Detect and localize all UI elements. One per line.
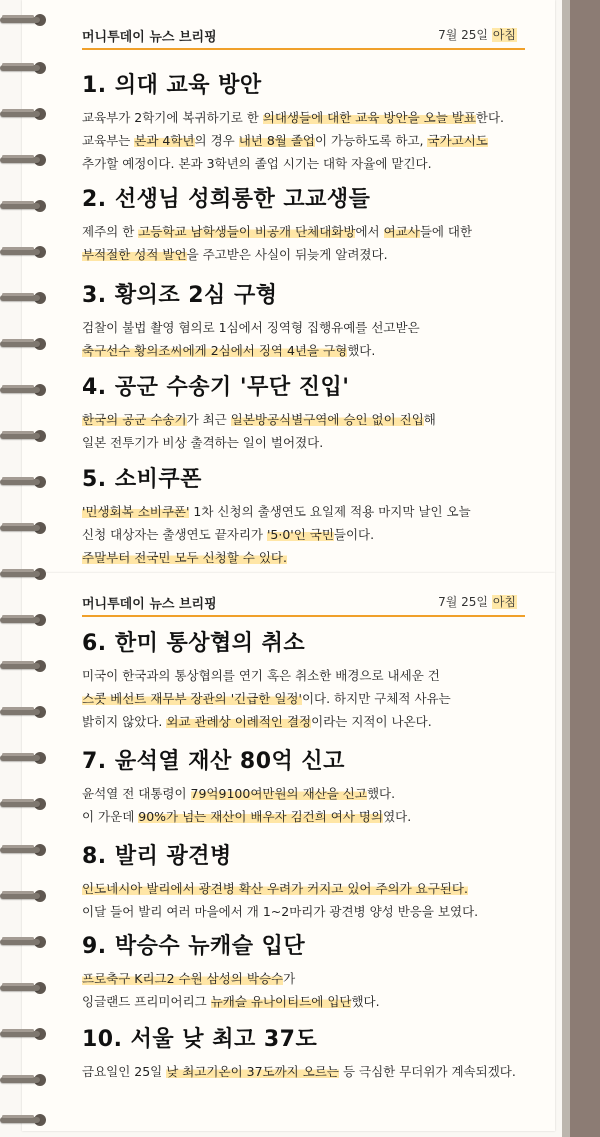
highlighted-text: 90%가 넘는 재산이 배우자 김건희 여사 명의	[138, 809, 384, 824]
news-body	[82, 316, 525, 362]
news-item-6	[82, 630, 525, 733]
ring-wire-shine	[2, 661, 34, 664]
ring-wire-shine	[2, 385, 34, 388]
news-body	[82, 877, 525, 923]
body-text: 을 주고받은 사실이 뒤늦게 알려졌다.	[186, 247, 388, 262]
notebook-back-cover	[570, 0, 600, 1137]
body-text: 했다.	[347, 343, 376, 358]
news-title: 6. 한미 통상협의 취소	[82, 631, 306, 656]
ring-wire-shine	[2, 799, 34, 802]
ring-wire-shine	[2, 891, 34, 894]
highlighted-text: 부적절한 성적 발언	[82, 247, 187, 262]
ring-wire-shine	[2, 201, 34, 204]
header-divider	[82, 615, 525, 617]
news-item-9	[82, 933, 525, 1013]
news-item-7	[82, 748, 525, 828]
news-title: 7. 윤석열 재산 80억 신고	[82, 749, 345, 774]
highlighted-text: 뉴캐슬 유나이티드에 입단	[210, 994, 352, 1009]
body-text: 등 극심한 무더위가 계속되겠다.	[338, 1064, 516, 1079]
news-body	[82, 106, 525, 175]
highlighted-text: 인도네시아 발리에서 광견병 확산 우려가 커지고 있어 주의가 요구된다.	[82, 881, 468, 896]
briefing-date: 7월 25일 아침	[438, 595, 516, 609]
briefing-brand: 머니투데이 뉴스 브리핑	[82, 597, 217, 612]
briefing-page-1	[22, 0, 555, 573]
binding-ring	[0, 842, 46, 858]
ring-wire-shine	[2, 707, 34, 710]
body-text: 금요일인 25일	[82, 1064, 167, 1079]
briefing-header	[82, 18, 517, 50]
news-body-line	[82, 133, 488, 148]
news-body-line	[82, 994, 380, 1009]
binding-ring	[0, 428, 46, 444]
highlighted-text: 일본방공식별구역에 승인 없이 진입	[230, 412, 424, 427]
news-body-line	[82, 504, 471, 519]
ring-wire-shine	[2, 615, 34, 618]
body-text: 들이다.	[333, 527, 375, 542]
binding-ring	[0, 1026, 46, 1042]
highlighted-text: '5·0'인 국민	[266, 527, 334, 542]
body-text: 이 가능하도록 하고,	[314, 133, 428, 148]
body-text: 이다. 하지만 구체적 사유는	[301, 691, 451, 706]
news-item-3	[82, 282, 525, 362]
body-text: 추가할 예정이다. 본과 3학년의 졸업 시기는 대학 자율에 맡긴다.	[82, 156, 432, 171]
body-text: 해	[423, 412, 436, 427]
ring-wire-shine	[2, 431, 34, 434]
briefing-header	[82, 585, 517, 617]
body-text: 했다.	[366, 786, 396, 801]
binding-ring	[0, 382, 46, 398]
body-text: 이달 들어 발리 여러 마을에서 개 1~2마리가 광견병 양성 반응을 보였다.	[82, 904, 479, 919]
highlighted-text: 여교사	[383, 224, 420, 239]
news-title: 3. 황의조 2심 구형	[82, 283, 278, 308]
binding-ring	[0, 980, 46, 996]
body-text: 제주의 한	[82, 224, 139, 239]
ring-wire-shine	[2, 293, 34, 296]
news-body	[82, 408, 525, 454]
news-body-line	[82, 691, 451, 706]
body-text: 에서	[355, 224, 384, 239]
body-text: 일본 전투기가 비상 출격하는 일이 벌어졌다.	[82, 435, 324, 450]
ring-wire-shine	[2, 1115, 34, 1118]
body-text: 의 경우	[194, 133, 239, 148]
body-text: 가 최근	[186, 412, 231, 427]
news-body	[82, 782, 525, 828]
body-text: 1차 신청의 출생연도 요일제 적용 마지막 날인 오늘	[189, 504, 471, 519]
binding-ring	[0, 152, 46, 168]
binding-ring	[0, 612, 46, 628]
news-title: 8. 발리 광견병	[82, 844, 232, 869]
news-item-8	[82, 843, 525, 923]
ring-wire-shine	[2, 109, 34, 112]
binding-ring	[0, 198, 46, 214]
binding-ring	[0, 888, 46, 904]
news-body	[82, 664, 525, 733]
news-title: 1. 의대 교육 방안	[82, 73, 262, 98]
binding-ring	[0, 244, 46, 260]
news-body-line	[82, 110, 504, 125]
highlighted-text: 내년 8월 졸업	[238, 133, 315, 148]
body-text: 이라는 지적이 나온다.	[311, 714, 432, 729]
highlighted-text: 축구선수 황의조씨에게 2심에서 징역 4년을 구형	[82, 343, 348, 358]
binding-ring	[0, 796, 46, 812]
binding-ring	[0, 12, 46, 28]
ring-wire-shine	[2, 845, 34, 848]
briefing-brand: 머니투데이 뉴스 브리핑	[82, 30, 217, 45]
notebook-page-edge	[562, 0, 570, 1137]
news-body-line	[82, 971, 295, 986]
briefing-period: 아침	[492, 28, 516, 42]
binding-ring	[0, 566, 46, 582]
body-text: 윤석열 전 대통령이	[82, 786, 191, 801]
body-text: 했다.	[351, 994, 380, 1009]
highlighted-text: 한국의 공군 수송기	[82, 412, 187, 427]
news-body-line	[82, 786, 395, 801]
body-text: 교육부가 2학기에 복귀하기로 한	[82, 110, 263, 125]
news-body-line	[82, 224, 472, 239]
body-text: 교육부는	[82, 133, 135, 148]
news-body-line	[82, 904, 478, 919]
body-text: 이 가운데	[82, 809, 139, 824]
news-item-1	[82, 72, 525, 175]
binding-ring	[0, 750, 46, 766]
ring-wire-shine	[2, 15, 34, 18]
news-title: 5. 소비쿠폰	[82, 467, 202, 492]
ring-wire-shine	[2, 247, 34, 250]
news-body-line	[82, 435, 323, 450]
news-title: 9. 박승수 뉴캐슬 입단	[82, 934, 306, 959]
ring-wire-shine	[2, 523, 34, 526]
ring-wire-shine	[2, 1029, 34, 1032]
binding-ring	[0, 1112, 46, 1128]
body-text: 밝히지 않았다.	[82, 714, 167, 729]
news-body-line	[82, 714, 432, 729]
binding-ring	[0, 290, 46, 306]
news-body-line	[82, 881, 468, 896]
ring-wire-shine	[2, 339, 34, 342]
highlighted-text: 79억9100여만원의 재산을 신고	[190, 786, 367, 801]
ring-wire-shine	[2, 937, 34, 940]
news-item-5	[82, 466, 525, 569]
body-text: 였다.	[383, 809, 412, 824]
news-body-line	[82, 527, 374, 542]
briefing-page-2	[22, 573, 555, 1131]
ring-wire-shine	[2, 477, 34, 480]
news-body-line	[82, 343, 375, 358]
ring-wire-shine	[2, 1075, 34, 1078]
binding-ring	[0, 336, 46, 352]
briefing-period: 아침	[492, 595, 516, 609]
binding-ring	[0, 934, 46, 950]
news-body-line	[82, 668, 440, 683]
highlighted-text: 주말부터 전국민 모두 신청할 수 있다.	[82, 550, 287, 565]
body-text: 한다.	[475, 110, 505, 125]
binding-ring	[0, 474, 46, 490]
news-body	[82, 1060, 525, 1083]
news-body	[82, 500, 525, 569]
news-item-10	[82, 1026, 525, 1083]
news-body-line	[82, 1064, 516, 1079]
news-body-line	[82, 320, 420, 335]
binding-ring	[0, 704, 46, 720]
highlighted-text: 국가고시도	[427, 133, 488, 148]
news-item-4	[82, 374, 525, 454]
body-text: 검찰이 불법 촬영 혐의로 1심에서 징역형 집행유예를 선고받은	[82, 320, 420, 335]
briefing-date: 7월 25일 아침	[438, 28, 516, 42]
binding-ring	[0, 106, 46, 122]
ring-wire-shine	[2, 63, 34, 66]
ring-wire-shine	[2, 983, 34, 986]
news-body-line	[82, 809, 411, 824]
body-text: 잉글랜드 프리미어리그	[82, 994, 211, 1009]
binding-ring	[0, 520, 46, 536]
highlighted-text: 본과 4학년	[134, 133, 195, 148]
news-body	[82, 220, 525, 266]
highlighted-text: 낮 최고기온이 37도까지 오르는	[166, 1064, 339, 1079]
body-text: 미국이 한국과의 통상협의를 연기 혹은 취소한 배경으로 내세운 건	[82, 668, 440, 683]
binding-ring	[0, 1072, 46, 1088]
body-text: 들에 대한	[419, 224, 473, 239]
news-item-2	[82, 186, 525, 266]
news-title: 4. 공군 수송기 '무단 진입'	[82, 375, 350, 400]
news-body-line	[82, 247, 388, 262]
highlighted-text: 의대생들에 대한 교육 방안을 오늘 발표	[262, 110, 476, 125]
highlighted-text: 고등학교 남학생들이 비공개 단체대화방	[138, 224, 356, 239]
body-text: 신청 대상자는 출생연도 끝자리가	[82, 527, 267, 542]
ring-wire-shine	[2, 569, 34, 572]
binding-ring	[0, 60, 46, 76]
header-divider	[82, 48, 525, 50]
news-body-line	[82, 412, 436, 427]
binding-ring	[0, 658, 46, 674]
news-title: 2. 선생님 성희롱한 고교생들	[82, 187, 371, 212]
news-body-line	[82, 550, 287, 565]
news-body-line	[82, 156, 432, 171]
highlighted-text: 스콧 베선트 재무부 장관의 '긴급한 일정'	[82, 691, 302, 706]
highlighted-text: 외교 관례상 이례적인 결정	[166, 714, 312, 729]
news-body	[82, 967, 525, 1013]
news-title: 10. 서울 낮 최고 37도	[82, 1027, 318, 1052]
ring-wire-shine	[2, 155, 34, 158]
ring-wire-shine	[2, 753, 34, 756]
body-text: 가	[283, 971, 296, 986]
highlighted-text: '민생회복 소비쿠폰'	[82, 504, 190, 519]
highlighted-text: 프로축구 K리그2 수원 삼성의 박승수	[82, 971, 284, 986]
